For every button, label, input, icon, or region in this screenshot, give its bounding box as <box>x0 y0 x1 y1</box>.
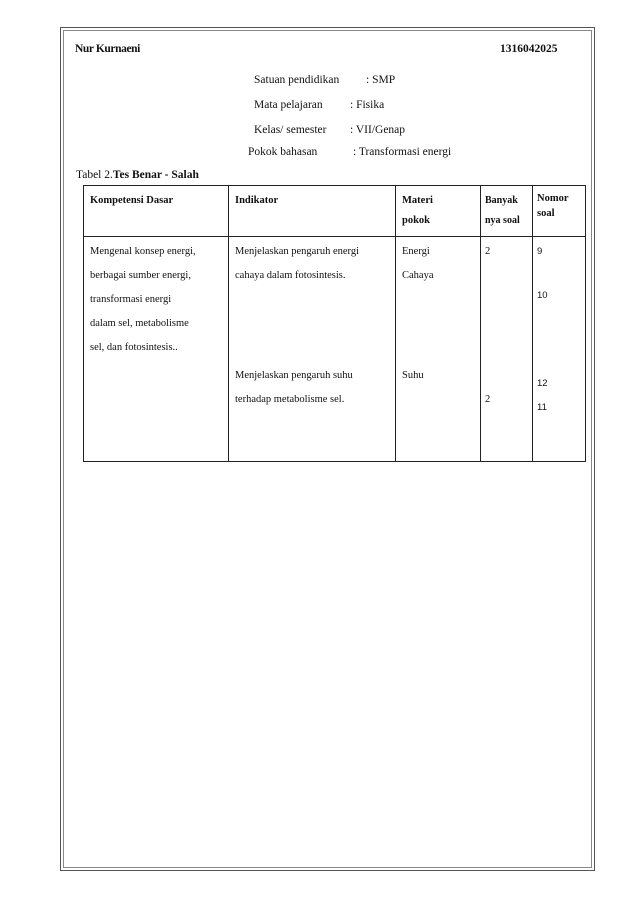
info-label: Mata pelajaran <box>254 99 323 111</box>
student-id: 1316042025 <box>500 43 558 55</box>
info-label: Pokok bahasan <box>248 146 318 158</box>
info-value: : SMP <box>366 74 396 86</box>
cell-banyak: 2 2 <box>481 237 533 462</box>
table-header-row <box>84 186 586 237</box>
info-value: : VII/Genap <box>350 124 406 136</box>
info-label: Satuan pendidikan <box>254 74 340 86</box>
header-materi: Materi pokok <box>396 186 481 237</box>
caption-prefix: Tabel 2. <box>76 169 113 181</box>
tes-benar-salah-table <box>83 185 586 462</box>
info-value: : Fisika <box>350 99 385 111</box>
table-caption <box>76 169 199 181</box>
header-nomor: Nomor soal <box>533 186 586 237</box>
header-indikator: Indikator <box>229 186 396 237</box>
info-value: : Transformasi energi <box>353 146 452 158</box>
caption-title: Tes Benar - Salah <box>112 169 199 181</box>
header-kd: Kompetensi Dasar <box>84 186 229 237</box>
cell-kd: Mengenal konsep energi, berbagai sumber energi, transformasi energi dalam sel, metabolisme sel, dan fotosintesis.. <box>84 237 229 462</box>
cell-indikator: Menjelaskan pengaruh energi cahaya dalam fotosintesis. Menjelaskan pengaruh suhu terhadap metabolisme sel. <box>229 237 396 462</box>
header-banyak: Banyak nya soal <box>481 186 533 237</box>
author-name: Nur Kurnaeni <box>75 43 140 55</box>
cell-nomor: 9 10 12 11 <box>533 237 586 462</box>
cell-materi: Energi Cahaya Suhu <box>396 237 481 462</box>
table-row <box>84 237 586 462</box>
info-label: Kelas/ semester <box>254 124 327 136</box>
